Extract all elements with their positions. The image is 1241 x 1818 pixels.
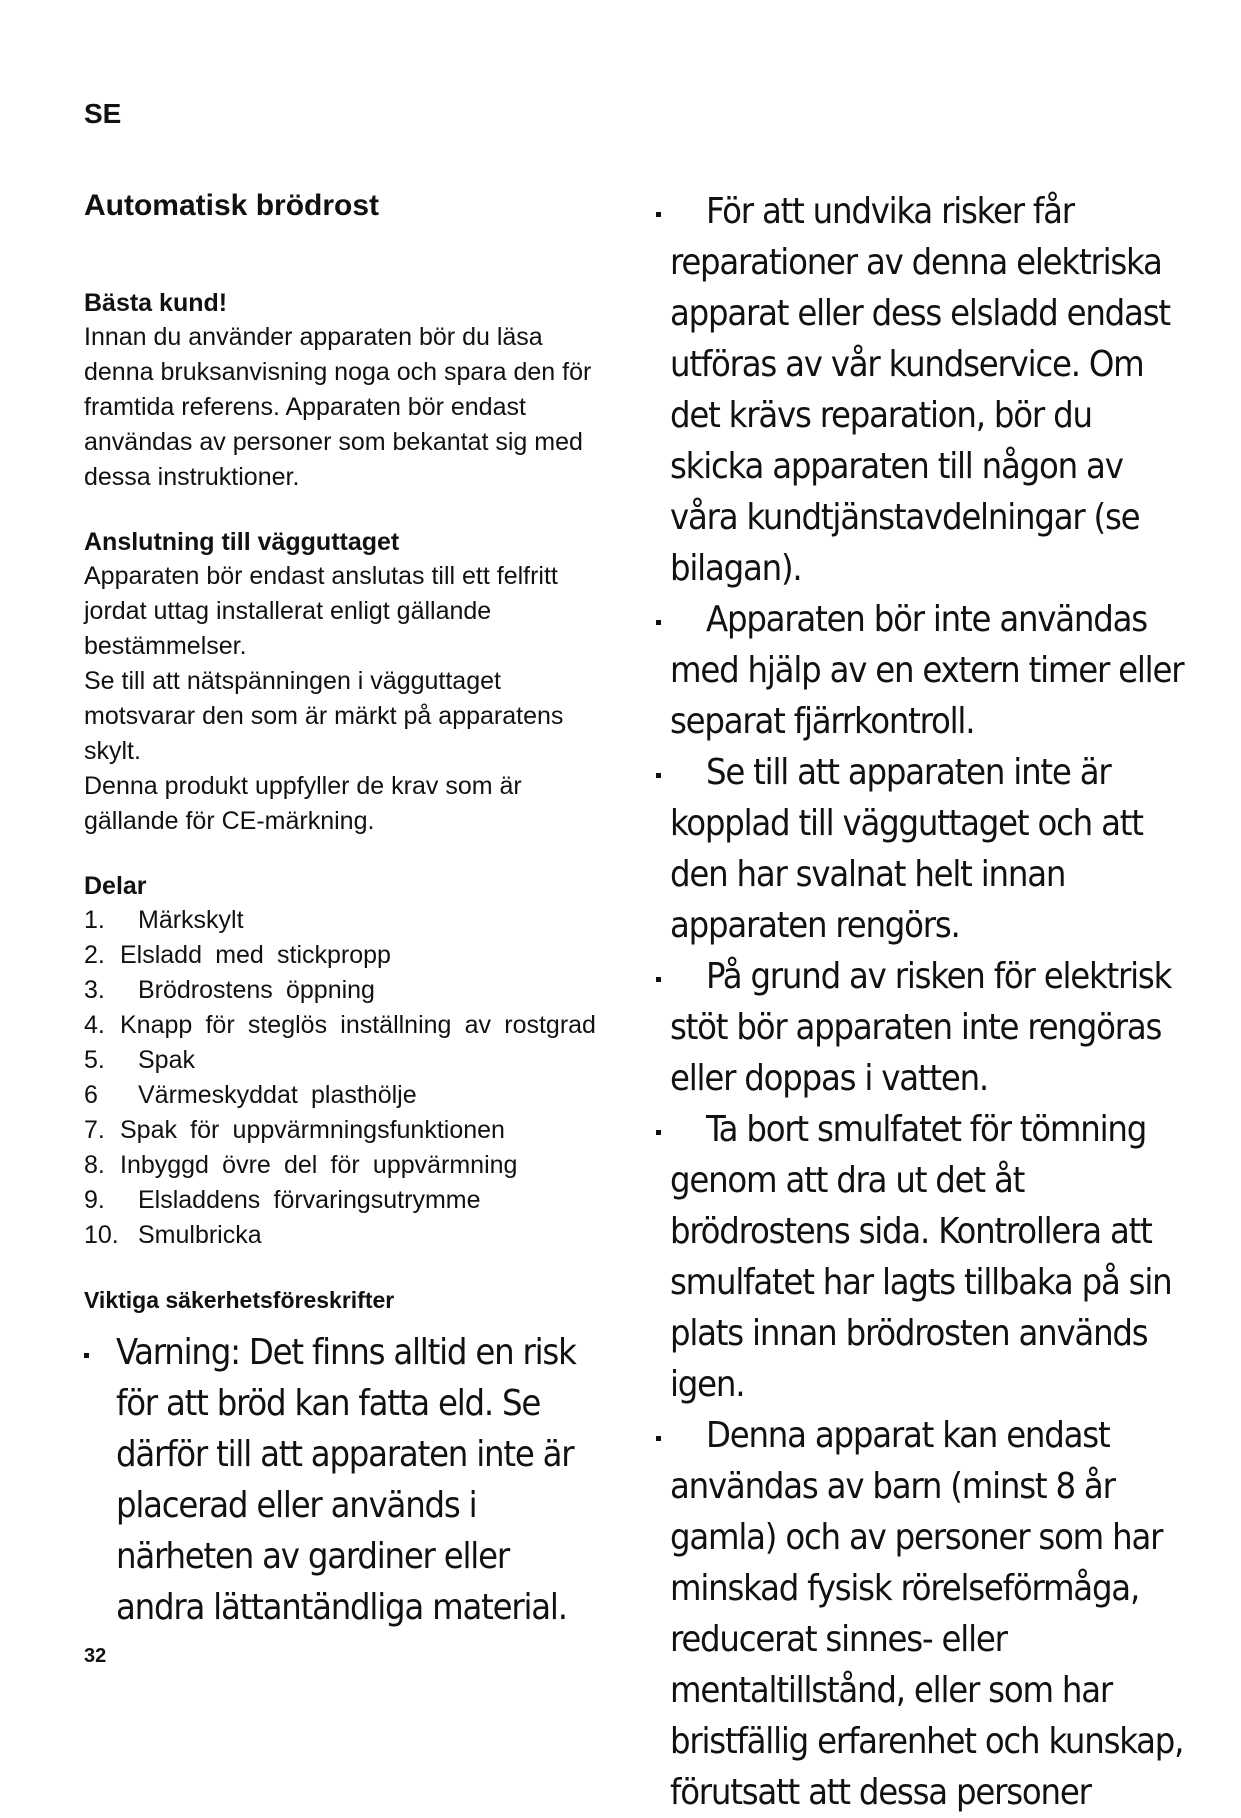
list-item: [670, 951, 1188, 1104]
safety-list-right: [670, 186, 1190, 1818]
part-label: Elsladdens förvaringsutrymme: [138, 1186, 481, 1214]
bullet-icon: [656, 1436, 661, 1441]
list-item: [84, 938, 604, 973]
bullet-icon: [84, 1353, 89, 1358]
connection-heading: Anslutning till vägguttaget: [84, 528, 400, 556]
part-number: 8.: [84, 1151, 105, 1179]
part-label: Knapp för steglös inställning av rostgrad: [120, 1011, 596, 1039]
connection-paragraph: Apparaten bör endast anslutas till ett felfritt jordat uttag installerat enligt gällande bestämmelser.: [84, 562, 558, 660]
left-column: [84, 186, 604, 1663]
list-item: [84, 973, 604, 1008]
part-number: 2.: [84, 941, 105, 969]
right-column: [670, 186, 1190, 1818]
list-item: [84, 1008, 604, 1043]
list-item: [84, 1183, 604, 1218]
safety-text: För att undvika risker får reparationer av denna elektriska apparat eller dess elsladd endast utföras av vår kundservice. Om det krävs reparation, bör du skicka apparaten till någon av våra kundtjänstavdelningar (se bilagan).: [670, 191, 1170, 589]
bullet-icon: [656, 620, 661, 625]
list-item: [84, 1327, 586, 1633]
list-item: [84, 1218, 604, 1253]
part-number: 3.: [84, 976, 105, 1004]
part-number: 10.: [84, 1221, 119, 1249]
safety-text: Apparaten bör inte användas med hjälp av en extern timer eller separat fjärrkontroll.: [670, 599, 1184, 742]
list-item: [84, 1113, 604, 1148]
parts-list: [84, 903, 604, 1253]
bullet-icon: [656, 1130, 661, 1135]
part-number: 6: [84, 1081, 98, 1109]
list-item: [670, 594, 1188, 747]
document-title: Automatisk brödrost: [84, 189, 380, 222]
safety-heading: Viktiga säkerhetsföreskrifter: [84, 1287, 395, 1313]
safety-section: [84, 1283, 604, 1633]
safety-text: På grund av risken för elektrisk stöt bör apparaten inte rengöras eller doppas i vatten.: [670, 956, 1172, 1099]
safety-text: Denna apparat kan endast användas av barn (minst 8 år gamla) och av personer som har minskad fysisk rörelseförmåga, reducerat sinnes- eller mentaltillstånd, eller som har bristfällig erfarenhet och kunskap, förutsatt att dessa personer: [670, 1415, 1184, 1813]
part-label: Smulbricka: [138, 1221, 262, 1249]
safety-text: Varning: Det finns alltid en risk för att bröd kan fatta eld. Se därför till att apparaten inte är placerad eller används i närheten av gardiner eller andra lättantändliga material.: [116, 1332, 576, 1628]
list-item: [670, 186, 1188, 594]
connection-section: [84, 525, 604, 839]
language-code: SE: [84, 98, 122, 129]
connection-paragraph: Denna produkt uppfyller de krav som är gällande för CE-märkning.: [84, 772, 522, 835]
list-item: [84, 903, 604, 938]
part-label: Inbyggd övre del för uppvärmning: [120, 1151, 518, 1179]
part-number: 1.: [84, 906, 105, 934]
connection-paragraph: Se till att nätspänningen i vägguttaget motsvarar den som är märkt på apparatens skylt.: [84, 667, 564, 765]
part-number: 7.: [84, 1116, 105, 1144]
bullet-icon: [656, 773, 661, 778]
list-item: [670, 1104, 1188, 1410]
intro-section: [84, 286, 604, 495]
safety-text: Ta bort smulfatet för tömning genom att dra ut det åt brödrostens sida. Kontrollera att smulfatet har lagts tillbaka på sin plats innan brödrosten används igen.: [670, 1109, 1172, 1405]
part-label: Spak för uppvärmningsfunktionen: [120, 1116, 505, 1144]
intro-paragraph: Innan du använder apparaten bör du läsa denna bruksanvisning noga och spara den för framtida referens. Apparaten bör endast användas av personer som bekantat sig med dessa instruktioner.: [84, 323, 592, 491]
list-item: [84, 1148, 604, 1183]
parts-section: [84, 869, 604, 1253]
list-item: [84, 1078, 604, 1113]
safety-text: Se till att apparaten inte är kopplad till vägguttaget och att den har svalnat helt innan apparaten rengörs.: [670, 752, 1143, 946]
part-label: Spak: [138, 1046, 195, 1074]
parts-heading: Delar: [84, 872, 147, 900]
part-number: 9.: [84, 1186, 105, 1214]
greeting-heading: Bästa kund!: [84, 289, 228, 317]
part-label: Elsladd med stickpropp: [120, 941, 391, 969]
part-label: Värmeskyddat plasthölje: [138, 1081, 417, 1109]
bullet-icon: [656, 212, 661, 217]
list-item: [670, 1410, 1188, 1818]
part-label: Brödrostens öppning: [138, 976, 375, 1004]
safety-list-left: [84, 1327, 604, 1633]
list-item: [84, 1043, 604, 1078]
list-item: [670, 747, 1188, 951]
bullet-icon: [656, 977, 661, 982]
page-number: 32: [84, 1645, 107, 1667]
part-label: Märkskylt: [138, 906, 244, 934]
part-number: 4.: [84, 1011, 105, 1039]
part-number: 5.: [84, 1046, 105, 1074]
